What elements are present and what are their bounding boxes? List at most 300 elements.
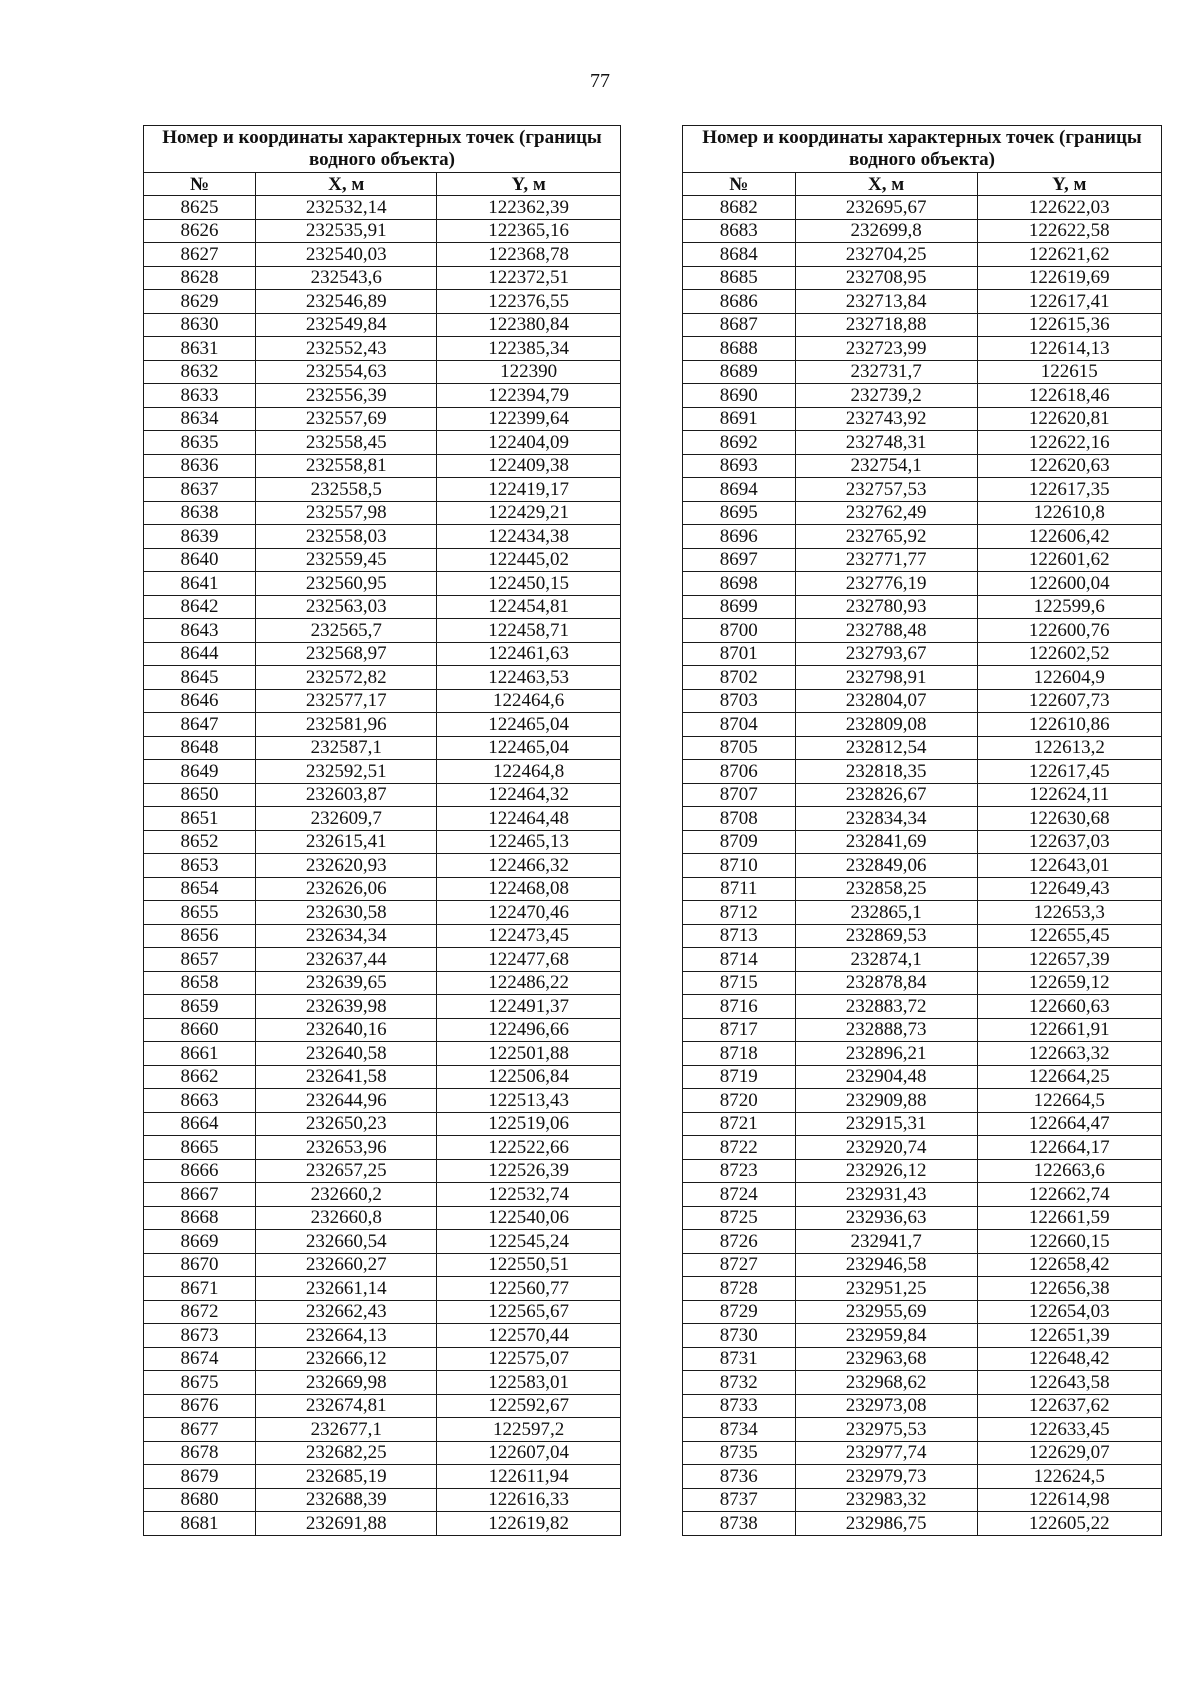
y-coordinate-cell: 122616,33 [437,1488,621,1512]
point-number-cell: 8636 [144,454,256,478]
point-number-cell: 8715 [683,971,796,995]
x-coordinate-cell: 232603,87 [256,783,437,807]
y-coordinate-cell: 122606,42 [977,525,1161,549]
x-coordinate-cell: 232936,63 [795,1206,977,1230]
table-row [144,971,621,995]
y-coordinate-cell: 122575,07 [437,1347,621,1371]
y-coordinate-cell: 122620,63 [977,454,1161,478]
table-row [144,1300,621,1324]
table-title: Номер и координаты характерных точек (границы водного объекта) [683,126,1162,173]
x-coordinate-cell: 232695,67 [795,196,977,220]
table-row [144,384,621,408]
coordinates-table-left [143,125,621,1536]
table-row [683,1159,1162,1183]
x-coordinate-cell: 232549,84 [256,313,437,337]
y-coordinate-cell: 122651,39 [977,1324,1161,1348]
y-coordinate-cell: 122466,32 [437,854,621,878]
y-coordinate-cell: 122404,09 [437,431,621,455]
x-coordinate-cell: 232609,7 [256,807,437,831]
point-number-cell: 8710 [683,854,796,878]
table-row [683,760,1162,784]
x-coordinate-cell: 232660,27 [256,1253,437,1277]
x-coordinate-cell: 232535,91 [256,219,437,243]
x-coordinate-cell: 232771,77 [795,548,977,572]
point-number-cell: 8665 [144,1136,256,1160]
x-coordinate-cell: 232826,67 [795,783,977,807]
y-coordinate-cell: 122617,35 [977,478,1161,502]
point-number-cell: 8655 [144,901,256,925]
table-row [683,313,1162,337]
point-number-cell: 8640 [144,548,256,572]
y-coordinate-cell: 122540,06 [437,1206,621,1230]
point-number-cell: 8730 [683,1324,796,1348]
x-coordinate-cell: 232581,96 [256,713,437,737]
x-coordinate-cell: 232572,82 [256,666,437,690]
x-coordinate-cell: 232660,54 [256,1230,437,1254]
table-title: Номер и координаты характерных точек (границы водного объекта) [144,126,621,173]
x-coordinate-cell: 232640,16 [256,1018,437,1042]
point-number-cell: 8635 [144,431,256,455]
x-coordinate-cell: 232657,25 [256,1159,437,1183]
point-number-cell: 8646 [144,689,256,713]
table-row [683,854,1162,878]
point-number-cell: 8719 [683,1065,796,1089]
x-coordinate-cell: 232669,98 [256,1371,437,1395]
x-coordinate-cell: 232543,6 [256,266,437,290]
x-coordinate-cell: 232788,48 [795,619,977,643]
table-row [144,407,621,431]
y-coordinate-cell: 122491,37 [437,995,621,1019]
table-row [683,1089,1162,1113]
x-coordinate-cell: 232841,69 [795,830,977,854]
point-number-cell: 8718 [683,1042,796,1066]
table-row [144,1253,621,1277]
y-coordinate-cell: 122648,42 [977,1347,1161,1371]
x-coordinate-cell: 232731,7 [795,360,977,384]
y-coordinate-cell: 122610,8 [977,501,1161,525]
point-number-cell: 8639 [144,525,256,549]
x-coordinate-cell: 232540,03 [256,243,437,267]
y-coordinate-cell: 122365,16 [437,219,621,243]
x-coordinate-cell: 232946,58 [795,1253,977,1277]
x-coordinate-cell: 232849,06 [795,854,977,878]
table-row [144,713,621,737]
y-coordinate-cell: 122621,62 [977,243,1161,267]
x-coordinate-cell: 232557,69 [256,407,437,431]
point-number-cell: 8628 [144,266,256,290]
point-number-cell: 8682 [683,196,796,220]
point-number-cell: 8707 [683,783,796,807]
table-row [683,290,1162,314]
point-number-cell: 8625 [144,196,256,220]
x-coordinate-cell: 232639,98 [256,995,437,1019]
table-row [683,1065,1162,1089]
y-coordinate-cell: 122629,07 [977,1441,1161,1465]
point-number-cell: 8653 [144,854,256,878]
x-coordinate-cell: 232546,89 [256,290,437,314]
point-number-cell: 8711 [683,877,796,901]
table-row [683,736,1162,760]
y-coordinate-cell: 122664,17 [977,1136,1161,1160]
table-row [683,971,1162,995]
y-coordinate-cell: 122630,68 [977,807,1161,831]
point-number-cell: 8675 [144,1371,256,1395]
table-row [144,948,621,972]
y-coordinate-cell: 122663,6 [977,1159,1161,1183]
x-coordinate-cell: 232664,13 [256,1324,437,1348]
y-coordinate-cell: 122622,16 [977,431,1161,455]
point-number-cell: 8733 [683,1394,796,1418]
table-row [144,1488,621,1512]
y-coordinate-cell: 122434,38 [437,525,621,549]
point-number-cell: 8658 [144,971,256,995]
table-row [144,642,621,666]
x-coordinate-cell: 232986,75 [795,1512,977,1536]
table-row [683,1418,1162,1442]
x-coordinate-cell: 232660,8 [256,1206,437,1230]
x-coordinate-cell: 232812,54 [795,736,977,760]
y-coordinate-cell: 122565,67 [437,1300,621,1324]
x-coordinate-cell: 232660,2 [256,1183,437,1207]
point-number-cell: 8663 [144,1089,256,1113]
point-number-cell: 8642 [144,595,256,619]
table-row [683,1042,1162,1066]
table-row [683,431,1162,455]
point-number-cell: 8689 [683,360,796,384]
point-number-cell: 8729 [683,1300,796,1324]
table-row [144,1065,621,1089]
x-coordinate-cell: 232630,58 [256,901,437,925]
y-coordinate-cell: 122560,77 [437,1277,621,1301]
table-row [683,924,1162,948]
x-coordinate-cell: 232804,07 [795,689,977,713]
y-coordinate-cell: 122604,9 [977,666,1161,690]
point-number-cell: 8654 [144,877,256,901]
point-number-cell: 8708 [683,807,796,831]
x-coordinate-cell: 232708,95 [795,266,977,290]
x-coordinate-cell: 232765,92 [795,525,977,549]
table-row [144,1018,621,1042]
y-coordinate-cell: 122599,6 [977,595,1161,619]
table-row [683,666,1162,690]
point-number-cell: 8731 [683,1347,796,1371]
table-row [683,196,1162,220]
x-coordinate-cell: 232963,68 [795,1347,977,1371]
point-number-cell: 8737 [683,1488,796,1512]
table-row [683,1018,1162,1042]
x-coordinate-cell: 232615,41 [256,830,437,854]
y-coordinate-cell: 122526,39 [437,1159,621,1183]
point-number-cell: 8659 [144,995,256,1019]
y-coordinate-cell: 122550,51 [437,1253,621,1277]
table-row [683,219,1162,243]
table-row [683,1300,1162,1324]
x-coordinate-cell: 232587,1 [256,736,437,760]
x-coordinate-cell: 232818,35 [795,760,977,784]
y-coordinate-cell: 122602,52 [977,642,1161,666]
x-coordinate-cell: 232644,96 [256,1089,437,1113]
y-coordinate-cell: 122649,43 [977,877,1161,901]
point-number-cell: 8645 [144,666,256,690]
y-coordinate-cell: 122399,64 [437,407,621,431]
table-row [144,290,621,314]
table-row [144,854,621,878]
x-coordinate-cell: 232674,81 [256,1394,437,1418]
y-coordinate-cell: 122470,46 [437,901,621,925]
point-number-cell: 8685 [683,266,796,290]
point-number-cell: 8724 [683,1183,796,1207]
y-coordinate-cell: 122619,69 [977,266,1161,290]
table-row [144,266,621,290]
table-row [683,689,1162,713]
point-number-cell: 8701 [683,642,796,666]
x-coordinate-cell: 232682,25 [256,1441,437,1465]
y-coordinate-cell: 122658,42 [977,1253,1161,1277]
y-coordinate-cell: 122372,51 [437,266,621,290]
point-number-cell: 8738 [683,1512,796,1536]
x-coordinate-cell: 232685,19 [256,1465,437,1489]
x-coordinate-cell: 232723,99 [795,337,977,361]
y-coordinate-cell: 122624,5 [977,1465,1161,1489]
x-coordinate-cell: 232577,17 [256,689,437,713]
point-number-cell: 8720 [683,1089,796,1113]
x-coordinate-cell: 232560,95 [256,572,437,596]
table-row [683,478,1162,502]
x-coordinate-cell: 232691,88 [256,1512,437,1536]
table-row [683,1277,1162,1301]
table-row [683,830,1162,854]
y-coordinate-cell: 122458,71 [437,619,621,643]
y-coordinate-cell: 122486,22 [437,971,621,995]
y-coordinate-cell: 122464,48 [437,807,621,831]
point-number-cell: 8712 [683,901,796,925]
table-row [683,1371,1162,1395]
y-coordinate-cell: 122610,86 [977,713,1161,737]
x-coordinate-cell: 232909,88 [795,1089,977,1113]
point-number-cell: 8677 [144,1418,256,1442]
table-row [683,642,1162,666]
y-coordinate-cell: 122464,32 [437,783,621,807]
table-row [683,1206,1162,1230]
y-coordinate-cell: 122657,39 [977,948,1161,972]
x-coordinate-cell: 232554,63 [256,360,437,384]
x-coordinate-cell: 232896,21 [795,1042,977,1066]
y-coordinate-cell: 122662,74 [977,1183,1161,1207]
point-number-cell: 8670 [144,1253,256,1277]
table-row [683,384,1162,408]
table-row [683,948,1162,972]
y-coordinate-cell: 122661,59 [977,1206,1161,1230]
point-number-cell: 8700 [683,619,796,643]
table-row [144,1512,621,1536]
x-coordinate-cell: 232662,43 [256,1300,437,1324]
table-row [683,807,1162,831]
y-coordinate-cell: 122506,84 [437,1065,621,1089]
y-coordinate-cell: 122637,03 [977,830,1161,854]
x-coordinate-cell: 232793,67 [795,642,977,666]
x-coordinate-cell: 232592,51 [256,760,437,784]
point-number-cell: 8676 [144,1394,256,1418]
point-number-cell: 8671 [144,1277,256,1301]
point-number-cell: 8644 [144,642,256,666]
point-number-cell: 8723 [683,1159,796,1183]
table-row [683,901,1162,925]
x-coordinate-cell: 232626,06 [256,877,437,901]
table-row [683,1136,1162,1160]
y-coordinate-cell: 122390 [437,360,621,384]
point-number-cell: 8666 [144,1159,256,1183]
y-coordinate-cell: 122622,03 [977,196,1161,220]
x-coordinate-cell: 232973,08 [795,1394,977,1418]
table-row [683,1488,1162,1512]
x-coordinate-cell: 232869,53 [795,924,977,948]
y-coordinate-cell: 122655,45 [977,924,1161,948]
table-row [144,760,621,784]
point-number-cell: 8649 [144,760,256,784]
table-row [144,1112,621,1136]
x-coordinate-cell: 232776,19 [795,572,977,596]
y-coordinate-cell: 122624,11 [977,783,1161,807]
table-row [144,1183,621,1207]
table-row [683,548,1162,572]
x-coordinate-cell: 232920,74 [795,1136,977,1160]
y-coordinate-cell: 122613,2 [977,736,1161,760]
column-header-y: Y, м [437,173,621,196]
table-row [683,1112,1162,1136]
point-number-cell: 8704 [683,713,796,737]
table-row [144,478,621,502]
y-coordinate-cell: 122660,63 [977,995,1161,1019]
x-coordinate-cell: 232563,03 [256,595,437,619]
table-row [683,407,1162,431]
y-coordinate-cell: 122592,67 [437,1394,621,1418]
y-coordinate-cell: 122633,45 [977,1418,1161,1442]
point-number-cell: 8721 [683,1112,796,1136]
table-row [683,360,1162,384]
table-row [683,1183,1162,1207]
table-row [144,830,621,854]
table-row [683,1512,1162,1536]
column-header-number: № [683,173,796,196]
table-row [683,1441,1162,1465]
x-coordinate-cell: 232637,44 [256,948,437,972]
table-row [683,454,1162,478]
y-coordinate-cell: 122454,81 [437,595,621,619]
x-coordinate-cell: 232941,7 [795,1230,977,1254]
x-coordinate-cell: 232653,96 [256,1136,437,1160]
point-number-cell: 8669 [144,1230,256,1254]
x-coordinate-cell: 232558,03 [256,525,437,549]
y-coordinate-cell: 122600,04 [977,572,1161,596]
x-coordinate-cell: 232558,81 [256,454,437,478]
y-coordinate-cell: 122409,38 [437,454,621,478]
x-coordinate-cell: 232798,91 [795,666,977,690]
table-row [144,1206,621,1230]
y-coordinate-cell: 122611,94 [437,1465,621,1489]
x-coordinate-cell: 232883,72 [795,995,977,1019]
point-number-cell: 8660 [144,1018,256,1042]
column-header-y: Y, м [977,173,1161,196]
point-number-cell: 8735 [683,1441,796,1465]
table-row [683,1324,1162,1348]
y-coordinate-cell: 122376,55 [437,290,621,314]
point-number-cell: 8717 [683,1018,796,1042]
x-coordinate-cell: 232666,12 [256,1347,437,1371]
y-coordinate-cell: 122600,76 [977,619,1161,643]
y-coordinate-cell: 122465,04 [437,736,621,760]
y-coordinate-cell: 122615,36 [977,313,1161,337]
point-number-cell: 8681 [144,1512,256,1536]
y-coordinate-cell: 122501,88 [437,1042,621,1066]
y-coordinate-cell: 122362,39 [437,196,621,220]
table-row [144,548,621,572]
table-row [144,1159,621,1183]
table-row [144,901,621,925]
point-number-cell: 8683 [683,219,796,243]
x-coordinate-cell: 232739,2 [795,384,977,408]
y-coordinate-cell: 122385,34 [437,337,621,361]
table-row [144,501,621,525]
y-coordinate-cell: 122615 [977,360,1161,384]
y-coordinate-cell: 122605,22 [977,1512,1161,1536]
x-coordinate-cell: 232620,93 [256,854,437,878]
y-coordinate-cell: 122522,66 [437,1136,621,1160]
y-coordinate-cell: 122620,81 [977,407,1161,431]
point-number-cell: 8695 [683,501,796,525]
table-row [144,1441,621,1465]
x-coordinate-cell: 232699,8 [795,219,977,243]
y-coordinate-cell: 122643,01 [977,854,1161,878]
x-coordinate-cell: 232878,84 [795,971,977,995]
table-body [144,196,621,1536]
point-number-cell: 8661 [144,1042,256,1066]
point-number-cell: 8678 [144,1441,256,1465]
table-row [144,595,621,619]
point-number-cell: 8632 [144,360,256,384]
point-number-cell: 8698 [683,572,796,596]
x-coordinate-cell: 232757,53 [795,478,977,502]
point-number-cell: 8706 [683,760,796,784]
table-row [144,1230,621,1254]
x-coordinate-cell: 232977,74 [795,1441,977,1465]
table-row [683,783,1162,807]
y-coordinate-cell: 122654,03 [977,1300,1161,1324]
point-number-cell: 8650 [144,783,256,807]
y-coordinate-cell: 122617,41 [977,290,1161,314]
y-coordinate-cell: 122619,82 [437,1512,621,1536]
x-coordinate-cell: 232780,93 [795,595,977,619]
y-coordinate-cell: 122664,5 [977,1089,1161,1113]
x-coordinate-cell: 232532,14 [256,196,437,220]
x-coordinate-cell: 232650,23 [256,1112,437,1136]
y-coordinate-cell: 122637,62 [977,1394,1161,1418]
point-number-cell: 8673 [144,1324,256,1348]
point-number-cell: 8709 [683,830,796,854]
point-number-cell: 8651 [144,807,256,831]
y-coordinate-cell: 122468,08 [437,877,621,901]
point-number-cell: 8637 [144,478,256,502]
table-row [144,1277,621,1301]
table-row [144,1418,621,1442]
x-coordinate-cell: 232865,1 [795,901,977,925]
point-number-cell: 8693 [683,454,796,478]
y-coordinate-cell: 122617,45 [977,760,1161,784]
x-coordinate-cell: 232834,34 [795,807,977,831]
table-row [144,1347,621,1371]
table-row [683,525,1162,549]
point-number-cell: 8736 [683,1465,796,1489]
point-number-cell: 8667 [144,1183,256,1207]
